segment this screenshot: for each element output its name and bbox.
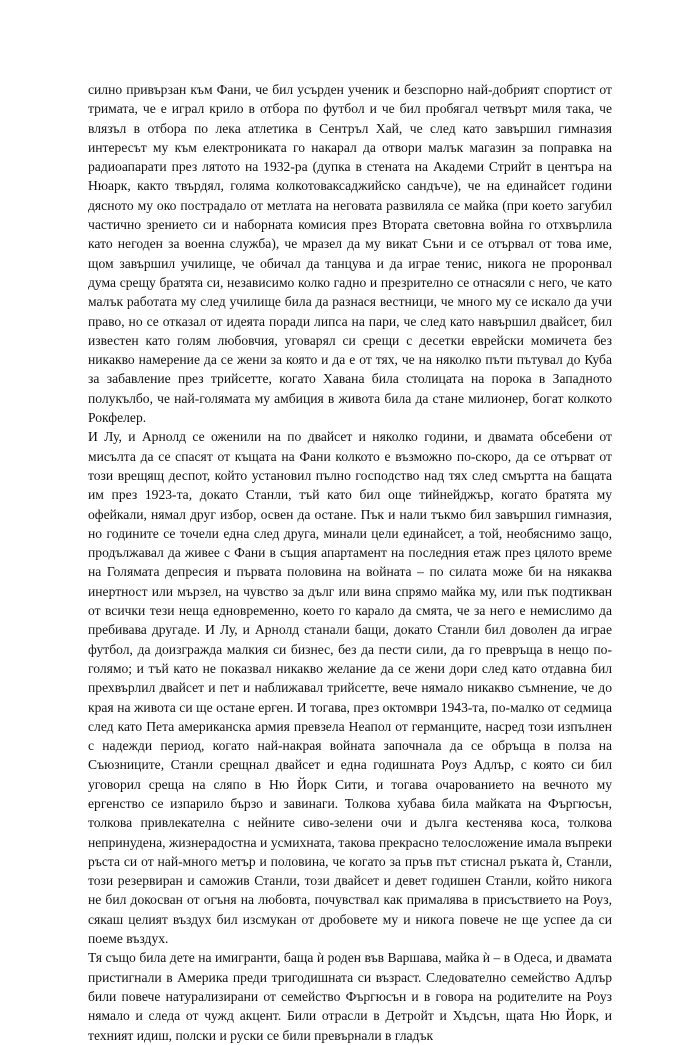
document-page [88, 80, 612, 1045]
paragraph-2: И Лу, и Арнолд се оженили на по двайсет и няколко години, и двамата обсебени от мисълта да се спасят от къщата на Фани колкото е възможно по-скоро, да се отърват от този врещящ деспот, който установил пълно господство над тях след смъртта на бащата им през 1923-та, докато Станли, тъй като бил още тийнейджър, когато братята му офейкали, нямал друг избор, освен да остане. Пък и нали тъкмо бил завършил гимназия, но годините се точели една след друга, минали цели единайсет, а той, необяснимо защо, продължавал да живее с Фани в същия апартамент на последния етаж през цялото време на Голямата депресия и първата половина на войната – по силата може би на някаква инертност или мързел, на чувство за дълг или вина спрямо майка му, или пък подтикван от всички тези неща едновременно, което го карало да смята, че за него е немислимо да пребивава другаде. И Лу, и Арнолд станали бащи, докато Станли бил доволен да играе футбол, да доизгражда малкия си бизнес, без да пести сили, да го превръща в нещо по-голямо; и тъй като не показвал никакво желание да се жени дори след като отдавна бил прехвърлил двайсет и пет и наближавал трийсетте, вече нямало никакво съмнение, че до края на живота си ще остане ерген. И тогава, през октомври 1943-та, по-малко от седмица след като Пета американска армия превзела Неапол от германците, насред този изпълнен с надежди период, когато най-накрая войната започнала да се обръща в полза на Съюзниците, Станли срещнал двайсет и една годишната Роуз Адлър, с която си бил уговорил среща на сляпо в Ню Йорк Сити, и тогава очарованието на вечното му ергенство се изпарило бързо и завинаги. Толкова хубава била майката на Фъргюсън, толкова привлекателна с нейните сиво-зелени очи и дълга кестенява коса, толкова непринудена, жизнерадостна и усмихната, такова прекрасно телосложение имала въпреки ръста си от най-много метър и половина, че когато за пръв път стиснал ръката ѝ, Станли, този резервиран и саможив Станли, този двайсет и девет годишен Станли, който никога не бил докосван от огъня на любовта, почувствал как прималява в присъствието на Роуз, сякаш целият въздух бил изсмукан от дробовете му и никога повече не ще успее да си поеме въздух. [88, 429, 612, 947]
paragraph-1: силно привързан към Фани, че бил усърден ученик и безспорно най-добрият спортист от тримата, че е играл крило в отбора по футбол и че бил пробягал четвърт миля така, че влязъл в отбора по лека атлетика в Сентръл Хай, че след като завършил гимназия интересът му към електрониката го накарал да отвори малък магазин за поправка на радиоапарати през лятото на 1932-ра (дупка в стената на Академи Стрийт в центъра на Нюарк, както твърдял, голяма колкотоваксаджийско сандъче), че на единайсет години дясното му око пострадало от метлата на неговата развиляла се майка (при което загубил частично зрението си и наборната комисия през Втората световна война го отхвърлила като негоден за военна служба), че мразел да му викат Съни и се отървал от това име, щом завършил училище, че обичал да танцува и да играе тенис, никога не проронвал дума срещу братята си, независимо колко гадно и презрително се отнасяли с него, че като малък работата му след училище била да разнася вестници, че много му се искало да учи право, но се отказал от идеята поради липса на пари, че след като навършил двайсет, бил известен като голям любовчия, уговарял си срещи с десетки еврейски момичета без никакво намерение да се жени за която и да е от тях, че на няколко пъти пътувал до Куба за забавление през трийсетте, когато Хавана била столицата на порока в Западното полукълбо, че най-голямата му амбиция в живота била да стане милионер, богат колкото Рокфелер. [88, 82, 612, 426]
paragraph-3: Тя също била дете на имигранти, баща ѝ роден във Варшава, майка ѝ – в Одеса, и двамата пристигнали в Америка преди тригодишната си възраст. Следователно семейство Адлър били повече натурализирани от семейство Фъргюсън и в говора на родителите на Роуз нямало и следа от чужд акцент. Били отрасли в Детройт и Хъдсън, щата Ню Йорк, и техният идиш, полски и руски се били превърнали в гладък [88, 950, 612, 1043]
